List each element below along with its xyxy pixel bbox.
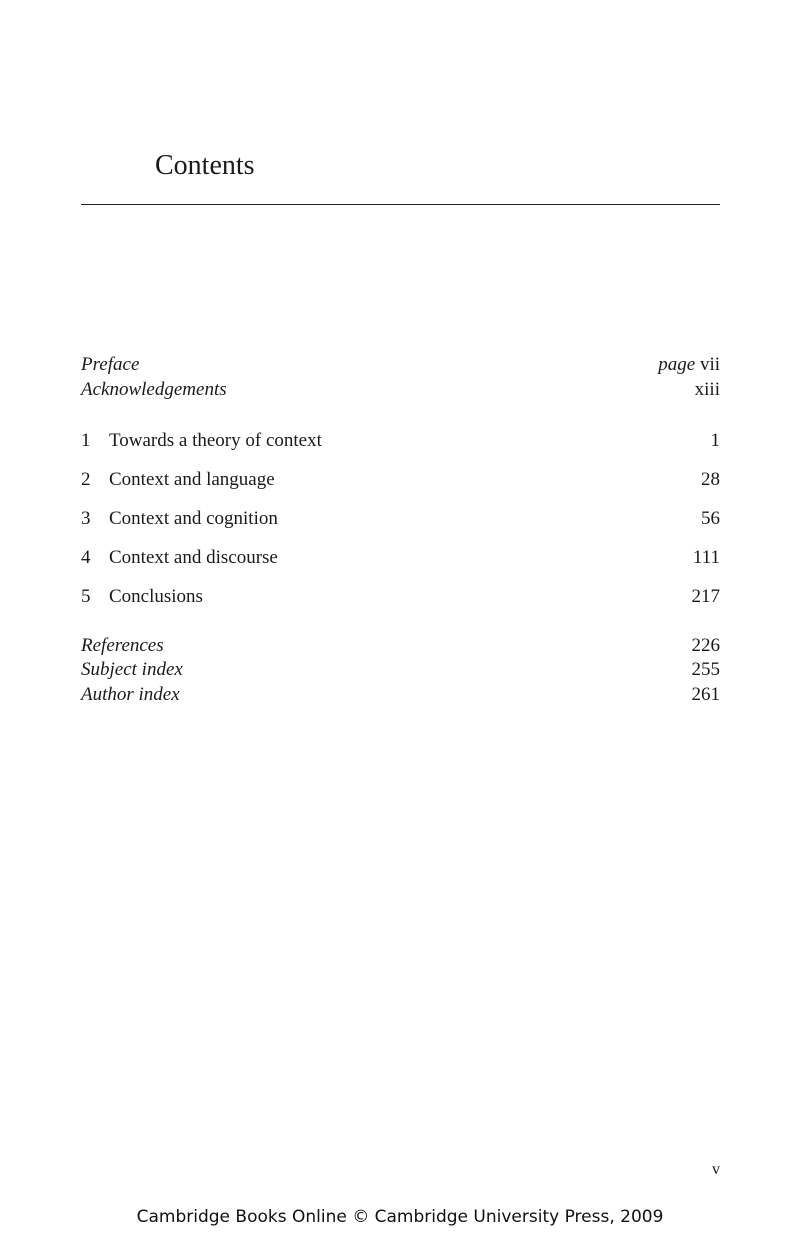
toc-entry-label: Preface	[81, 354, 140, 375]
toc-entry-label: Subject index	[81, 659, 183, 680]
toc-entry-label: References	[81, 635, 164, 656]
chapter-number: 1	[81, 430, 91, 451]
toc-entry-preface[interactable]	[81, 353, 720, 377]
chapter-title: Context and discourse	[109, 547, 278, 568]
copyright-footer: Cambridge Books Online © Cambridge University Press, 2009	[136, 1207, 664, 1227]
chapter-title: Conclusions	[109, 586, 203, 607]
toc-chapter-3[interactable]	[81, 507, 720, 531]
chapter-title: Towards a theory of context	[109, 430, 322, 451]
toc-chapter-4[interactable]	[81, 546, 720, 570]
page-title: Contents	[155, 150, 255, 181]
toc-entry-label: Acknowledgements	[81, 379, 227, 400]
toc-chapter-5[interactable]	[81, 585, 720, 609]
toc-entry-acknowledgements[interactable]	[81, 378, 720, 402]
chapter-page: 56	[701, 508, 720, 529]
toc-entry-page: vii	[699, 354, 720, 375]
toc-entry-page: 226	[691, 635, 720, 656]
toc-chapter-2[interactable]	[81, 468, 720, 492]
toc-entry-page: 255	[691, 659, 720, 680]
toc-entry-label: Author index	[81, 684, 180, 705]
toc-entry-page: 261	[691, 684, 720, 705]
chapter-number: 2	[81, 469, 91, 490]
toc-entry-page: xiii	[694, 379, 720, 400]
chapter-title: Context and language	[109, 469, 275, 490]
page-prefix: page	[658, 354, 696, 375]
toc-entry-subject-index[interactable]	[81, 658, 720, 682]
title-rule	[81, 204, 720, 205]
chapter-title: Context and cognition	[109, 508, 278, 529]
chapter-number: 3	[81, 508, 91, 529]
page-folio: v	[712, 1161, 720, 1178]
toc-entry-author-index[interactable]	[81, 683, 720, 707]
chapter-page: 1	[710, 430, 720, 451]
chapter-page: 28	[701, 469, 720, 490]
chapter-page: 217	[691, 586, 720, 607]
chapter-page: 111	[692, 547, 720, 568]
toc-chapter-1[interactable]	[81, 429, 720, 453]
chapter-number: 4	[81, 547, 91, 568]
chapter-number: 5	[81, 586, 91, 607]
toc-entry-references[interactable]	[81, 634, 720, 658]
